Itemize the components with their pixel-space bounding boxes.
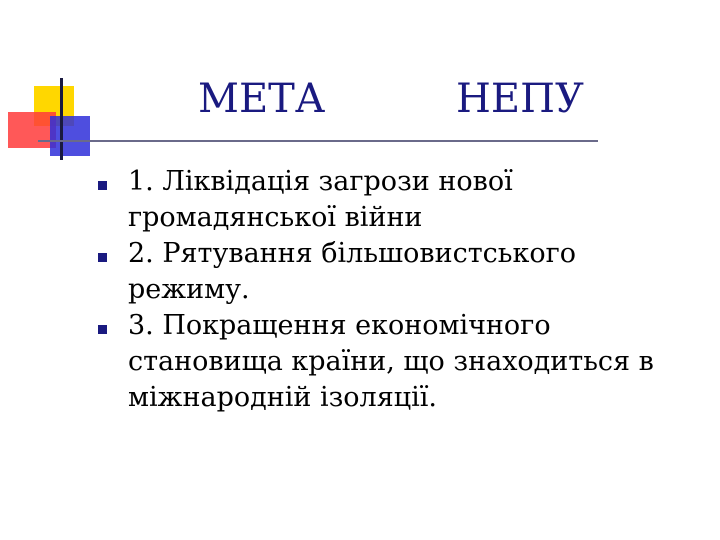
square-bullet-icon: [98, 181, 107, 190]
horizontal-rule: [38, 140, 598, 142]
square-bullet-icon: [98, 325, 107, 334]
bullet-list: [88, 164, 688, 416]
list-item: [88, 236, 688, 308]
square-bullet-icon: [98, 253, 107, 262]
title-word-2: НЕПУ: [456, 76, 584, 122]
slide-title: [0, 76, 720, 136]
list-item: [88, 164, 688, 236]
list-item-text: 1. Ліквідація загрози нової громадянської війни: [128, 166, 513, 233]
list-item-text: 3. Покращення економічного становища країни, що знаходиться в міжнародній ізоляції.: [128, 310, 654, 413]
title-word-1: МЕТА: [198, 76, 326, 122]
list-item-text: 2. Рятування більшовистського режиму.: [128, 238, 576, 305]
list-item: [88, 308, 688, 416]
